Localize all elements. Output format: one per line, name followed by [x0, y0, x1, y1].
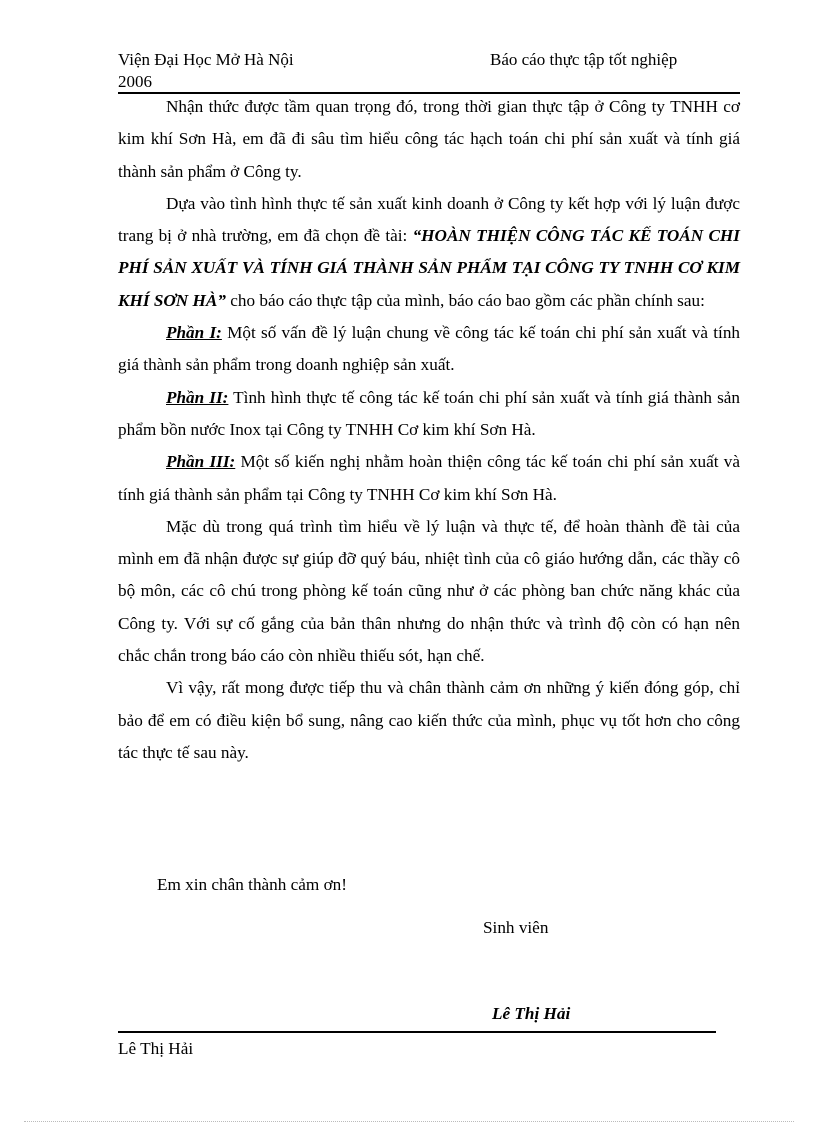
part-3-label: Phần III:: [166, 452, 236, 472]
header-report-title: Báo cáo thực tập tốt nghiệp: [490, 50, 678, 69]
topic-intro: Dựa vào tình hình thực tế sản xuất kinh doanh ở Công ty kết hợp với lý luận được trang bị ở nhà trường, em đã chọn đề tài:: [118, 193, 740, 246]
paragraph-topic: [118, 188, 740, 317]
closing-thanks: Em xin chân thành cảm ơn!: [157, 875, 347, 894]
header-institution-name: Viện Đại Học Mở Hà Nội: [118, 50, 294, 69]
part-1-text: Một số vấn đề lý luận chung về công tác kế toán chi phí sản xuất và tính giá thành sản phẩm trong doanh nghiệp sản xuất.: [118, 323, 741, 375]
page-edge-dots: [24, 1121, 794, 1122]
paragraph-acknowledgement: Mặc dù trong quá trình tìm hiểu về lý luận và thực tế, để hoàn thành đề tài của mình em đã nhận được sự giúp đỡ quý báu, nhiệt tình của cô giáo hướng dẫn, các thầy cô bộ môn, các cô chú trong phòng kế toán cũng như ở các phòng ban chức năng khác của Công ty. Với sự cố gắng của bản thân nhưng do nhận thức và trình độ còn có hạn nên chắc chắn trong báo cáo còn nhiều thiếu sót, hạn chế.: [118, 516, 740, 666]
paragraph-awareness: Nhận thức được tầm quan trọng đó, trong thời gian thực tập ở Công ty TNHH cơ kim khí Sơn Hà, em đã đi sâu tìm hiểu công tác hạch toán chi phí sản xuất và tính giá thành sản phẩm ở Công ty.: [118, 97, 740, 181]
part-1-label: Phần I:: [166, 323, 222, 343]
topic-title: “HOÀN THIỆN CÔNG TÁC KẾ TOÁN CHI PHÍ SẢN XUẤT VÀ TÍNH GIÁ THÀNH SẢN PHẨM TẠI CÔNG TY TNHH CƠ KIM KHÍ SƠN HÀ”: [118, 226, 740, 310]
paragraph-part-3: [118, 446, 740, 511]
signature-name: Lê Thị Hải: [492, 1004, 571, 1023]
topic-outro: cho báo cáo thực tập của mình, báo cáo bao gồm các phần chính sau:: [225, 290, 705, 310]
paragraph-request: Vì vậy, rất mong được tiếp thu và chân thành cảm ơn những ý kiến đóng góp, chỉ bảo để em có điều kiện bổ sung, nâng cao kiến thức của mình, phục vụ tốt hơn cho công tác thực tế sau này.: [118, 678, 740, 762]
part-2-label: Phần II:: [166, 387, 229, 407]
report-body: [118, 91, 740, 769]
paragraph-part-2: [118, 382, 740, 447]
footer-divider: [118, 1031, 716, 1033]
closing-role: Sinh viên: [483, 918, 549, 937]
footer-author: Lê Thị Hải: [118, 1039, 194, 1058]
part-3-text: Một số kiến nghị nhằm hoàn thiện công tác kế toán chi phí sản xuất và tính giá thành sản phẩm tại Công ty TNHH Cơ kim khí Sơn Hà.: [118, 452, 740, 504]
part-2-text: Tình hình thực tế công tác kế toán chi phí sản xuất và tính giá thành sản phẩm bồn nước Inox tại Công ty TNHH Cơ kim khí Sơn Hà.: [118, 387, 741, 439]
paragraph-part-1: [118, 317, 740, 382]
header-year: 2006: [118, 72, 152, 91]
header-institution: [118, 49, 378, 93]
